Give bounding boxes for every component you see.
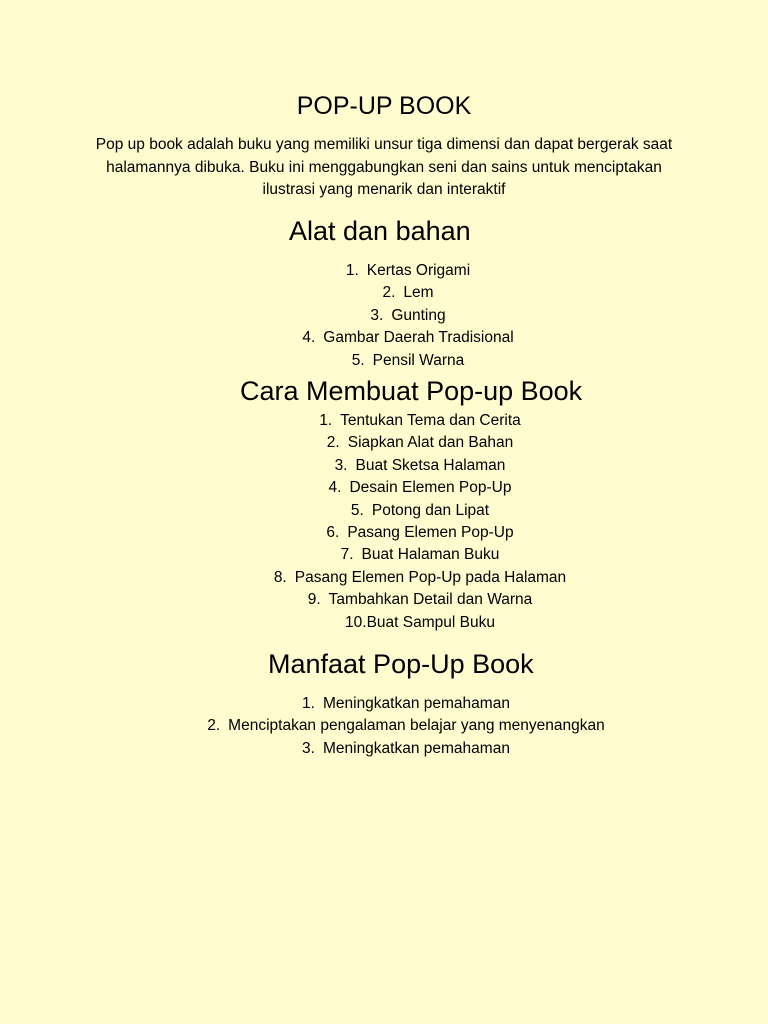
list-item: 1. Kertas Origami [345, 262, 471, 279]
heading-alat-dan-bahan: Alat dan bahan [289, 216, 471, 246]
list-item: 4. Desain Elemen Pop-Up [328, 479, 512, 497]
heading-manfaat: Manfaat Pop-Up Book [268, 649, 534, 679]
list-item: 5. Pensil Warna [351, 351, 465, 369]
list-item: 2. Menciptakan pengalaman belajar yang menyenangkan [207, 717, 605, 735]
list-item: 7. Buat Halaman Buku [340, 546, 500, 564]
list-item: 1. Tentukan Tema dan Cerita [319, 412, 521, 429]
list-item: 1. Meningkatkan pemahaman [302, 695, 510, 712]
list-manfaat [22, 693, 768, 760]
heading-cara-membuat: Cara Membuat Pop-up Book [240, 376, 583, 406]
list-item: 2. Siapkan Alat dan Bahan [326, 434, 514, 452]
list-item: 3. Gunting [370, 306, 446, 324]
list-item: 9. Tambahkan Detail dan Warna [307, 591, 533, 609]
list-item: 6. Pasang Elemen Pop-Up [326, 524, 514, 542]
list-item: 3. Meningkatkan pemahaman [302, 739, 510, 757]
page-title: POP-UP BOOK [296, 92, 472, 120]
list-item: 2. Lem [382, 284, 434, 302]
list-item: 3. Buat Sketsa Halaman [334, 456, 506, 474]
list-alat-dan-bahan [24, 260, 768, 372]
list-item: 4. Gambar Daerah Tradisional [302, 329, 514, 347]
list-item: 8. Pasang Elemen Pop-Up pada Halaman [273, 568, 567, 586]
list-item: 10.Buat Sampul Buku [345, 613, 495, 631]
list-item: 5. Potong dan Lipat [350, 501, 490, 519]
list-cara-membuat [36, 410, 768, 634]
intro-paragraph: Pop up book adalah buku yang memiliki unsur tiga dimensi dan dapat bergerak saat halamannya dibuka. Buku ini menggabungkan seni dan sains untuk menciptakan ilustrasi yang menarik dan interaktif [95, 136, 673, 198]
